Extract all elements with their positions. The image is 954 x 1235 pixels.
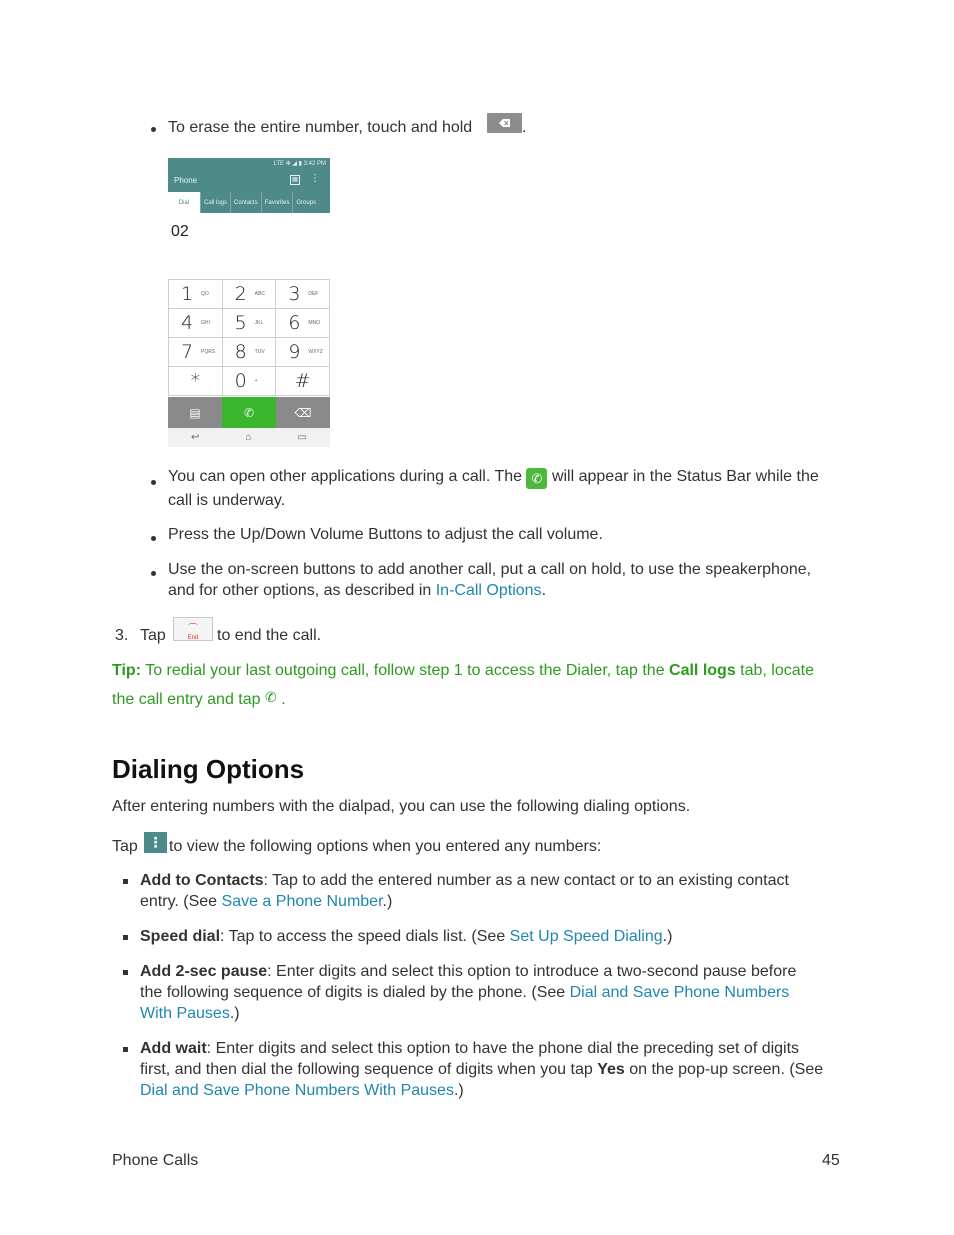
dial-pauses-link-cont[interactable]: With Pauses bbox=[140, 1005, 230, 1022]
call-status-icon: ✆ bbox=[526, 468, 547, 489]
tap-rest: to view the following options when you entered any numbers: bbox=[169, 838, 602, 855]
phone-icon: ✆ bbox=[265, 689, 277, 705]
step-rest: to end the call. bbox=[217, 627, 322, 644]
save-phone-number-link[interactable]: Save a Phone Number bbox=[221, 893, 383, 910]
dialpad-row bbox=[169, 280, 330, 309]
option-pause-line-1: Add 2-sec pause: Enter digits and select this option to introduce a two-second pause before bbox=[140, 963, 797, 980]
dialer-actions bbox=[168, 397, 330, 428]
dialpad-icon[interactable]: ▦ bbox=[290, 175, 300, 185]
tab-groups[interactable]: Groups bbox=[296, 199, 317, 206]
tap-label: Tap bbox=[112, 838, 138, 855]
tab-call-logs[interactable]: Call logs bbox=[201, 192, 231, 213]
dialpad-row bbox=[169, 338, 330, 367]
menu-icon: ⋮ bbox=[144, 832, 167, 853]
call-button[interactable] bbox=[222, 397, 276, 428]
square-bullet bbox=[123, 935, 128, 940]
option-pause-line-2: the following sequence of digits is dialed by the phone. (See Dial and Save Phone Numbers bbox=[140, 984, 790, 1001]
dialed-number: 02 bbox=[171, 223, 189, 240]
more-options-icon[interactable]: ⋮ bbox=[310, 173, 320, 184]
dialpad-row bbox=[169, 309, 330, 338]
dial-pauses-link[interactable]: Dial and Save Phone Numbers With Pauses bbox=[140, 1082, 454, 1099]
tab-dial[interactable]: Dial bbox=[168, 192, 201, 213]
footer-section: Phone Calls bbox=[112, 1152, 199, 1169]
backspace-button[interactable] bbox=[276, 397, 330, 428]
square-bullet bbox=[123, 879, 128, 884]
phone-screenshot bbox=[168, 158, 330, 213]
phone-tabs bbox=[168, 192, 330, 213]
android-nav-bar bbox=[168, 428, 330, 447]
square-bullet bbox=[123, 970, 128, 975]
recents-icon[interactable]: ▭ bbox=[297, 432, 307, 443]
step-tap: Tap bbox=[140, 627, 166, 644]
step-number: 3. bbox=[115, 627, 129, 644]
square-bullet bbox=[123, 1047, 128, 1052]
onscreen-line-2: and for other options, as described in In-Call Options. bbox=[168, 582, 547, 599]
open-apps-line-2: call is underway. bbox=[168, 492, 286, 509]
key-7[interactable]: 7 PQRS bbox=[169, 338, 223, 367]
backspace-icon: ⌫ bbox=[294, 405, 312, 420]
key-4[interactable]: 4 GHI bbox=[169, 309, 223, 338]
bullet-dot bbox=[151, 536, 156, 541]
section-intro: After entering numbers with the dialpad, you can use the following dialing options. bbox=[112, 798, 691, 815]
dial-pauses-link[interactable]: Dial and Save Phone Numbers bbox=[569, 984, 790, 1001]
dialpad bbox=[168, 279, 330, 396]
option-add-contacts-line-2: entry. (See Save a Phone Number.) bbox=[140, 893, 393, 910]
tip-line-1: Tip: To redial your last outgoing call, follow step 1 to access the Dialer, tap the Call logs tab, locate bbox=[112, 662, 814, 679]
section-title: Dialing Options bbox=[112, 754, 305, 784]
onscreen-line-1: Use the on-screen buttons to add another call, put a call on hold, to use the speakerphone, bbox=[168, 561, 812, 578]
delete-key-icon bbox=[487, 113, 522, 133]
bullet-dot bbox=[151, 571, 156, 576]
bullet-dot bbox=[151, 480, 156, 485]
key-8[interactable]: 8 TUV bbox=[223, 338, 277, 367]
dialpad-row bbox=[169, 367, 330, 396]
option-wait-line-1: Add wait: Enter digits and select this option to have the phone dial the preceding set of digits bbox=[140, 1040, 800, 1057]
page-number: 45 bbox=[822, 1152, 840, 1169]
tab-favorites[interactable]: Favorites bbox=[262, 192, 294, 213]
key-3[interactable]: 3 DEF bbox=[276, 280, 330, 309]
option-add-contacts-line-1: Add to Contacts: Tap to add the entered number as a new contact or to an existing contact bbox=[140, 872, 789, 889]
erase-period: . bbox=[522, 119, 527, 136]
key-6[interactable]: 6 MNO bbox=[276, 309, 330, 338]
erase-instruction: To erase the entire number, touch and hold bbox=[168, 119, 473, 136]
option-wait-line-2: first, and then dial the following sequence of digits when you tap Yes on the pop-up screen. (See bbox=[140, 1061, 824, 1078]
tab-contacts[interactable]: Contacts bbox=[231, 192, 262, 213]
option-speed-dial: Speed dial: Tap to access the speed dials list. (See Set Up Speed Dialing.) bbox=[140, 928, 673, 945]
volume-instruction: Press the Up/Down Volume Buttons to adjust the call volume. bbox=[168, 526, 603, 543]
phone-header bbox=[168, 158, 330, 192]
bullet-dot bbox=[151, 127, 156, 132]
home-icon[interactable]: ⌂ bbox=[245, 432, 252, 443]
key-0[interactable]: 0 + bbox=[223, 367, 277, 396]
status-bar: LTE ✻ ◢ ▮ 3:42 PM bbox=[273, 161, 326, 167]
tip-line-2: the call entry and tap ✆ . bbox=[112, 689, 286, 708]
key-1[interactable]: 1 QO bbox=[169, 280, 223, 309]
end-call-icon: ⌒ End bbox=[173, 617, 213, 641]
key-2[interactable]: 2 ABC bbox=[223, 280, 277, 309]
speed-dialing-link[interactable]: Set Up Speed Dialing bbox=[509, 928, 663, 945]
end-handset-icon: ⌒ bbox=[188, 624, 198, 635]
key-9[interactable]: 9 WXYZ bbox=[276, 338, 330, 367]
open-apps-line-1: You can open other applications during a call. The ✆ will appear in the Status Bar while the bbox=[168, 466, 819, 489]
key-star[interactable]: * bbox=[169, 367, 223, 396]
message-button[interactable] bbox=[168, 397, 222, 428]
back-icon[interactable]: ↩ bbox=[191, 432, 200, 443]
key-hash[interactable]: # bbox=[276, 367, 330, 396]
message-icon: ▤ bbox=[189, 405, 201, 420]
option-pause-line-3: With Pauses.) bbox=[140, 1005, 240, 1022]
in-call-options-link[interactable]: In-Call Options bbox=[435, 582, 542, 599]
key-5[interactable]: 5 JKL bbox=[223, 309, 277, 338]
phone-icon: ✆ bbox=[243, 405, 255, 420]
option-wait-line-3: Dial and Save Phone Numbers With Pauses.) bbox=[140, 1082, 464, 1099]
phone-app-title: Phone bbox=[174, 176, 198, 185]
